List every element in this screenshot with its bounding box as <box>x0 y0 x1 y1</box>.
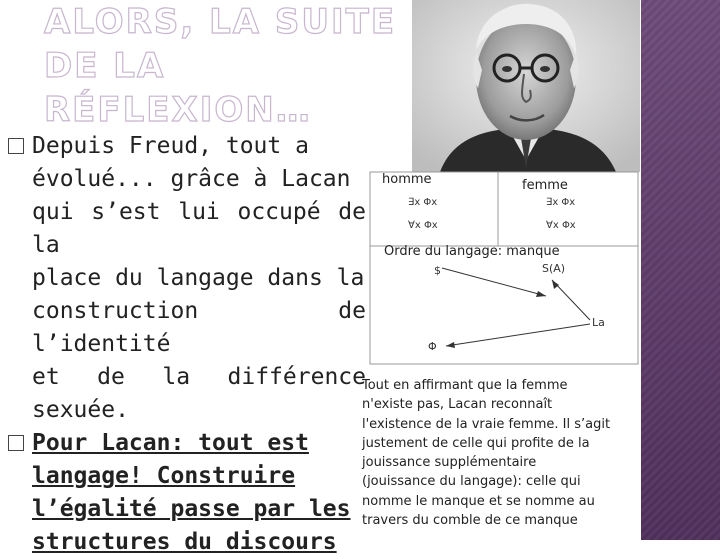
lacan-sexuation-diagram <box>368 170 642 368</box>
bullet-2-line-1: Pour Lacan: tout est <box>32 430 309 456</box>
bullet-2-line-4: structures du discours <box>32 529 337 555</box>
bullet-2-line-3: l’égalité passe par les <box>32 496 351 522</box>
bullet-1-line-1: Depuis Freud, tout a <box>32 133 309 159</box>
portrait-image <box>412 0 640 172</box>
bullet-box-icon <box>8 138 24 154</box>
note-line-7: nomme le manque et se nomme au <box>362 493 595 509</box>
note-line-6: (jouissance du langage): celle qui <box>362 474 581 490</box>
bullet-1-line-2: évolué... grâce à Lacan <box>32 166 351 192</box>
diagram-symbol-sa: S(A) <box>542 262 566 275</box>
bullet-freud-lacan <box>6 130 366 427</box>
note-line-8: travers du comble de ce manque <box>362 513 578 529</box>
diagram-symbol-la: La <box>592 316 605 329</box>
diagram-ordre-label: Ordre du langage: manque <box>384 244 560 259</box>
note-line-2: n'existe pas, Lacan reconnaît <box>362 397 553 413</box>
note-text <box>362 376 638 530</box>
diagram-formula-left-1: ∃x Φx <box>408 197 438 208</box>
bullet-box-icon <box>8 435 24 451</box>
bullet-1-line-4: place du langage dans la <box>32 265 365 291</box>
bullet-1-line-5: construction de l’identité <box>32 298 366 357</box>
portrait-photo <box>412 0 640 172</box>
bullet-1-line-6: et de la différence sexuée. <box>32 364 366 423</box>
bullet-2-line-2: langage! Construire <box>32 463 296 489</box>
title-line-2: RÉFLEXION… <box>44 90 312 130</box>
bullet-list <box>6 130 366 559</box>
note-line-4: justement de celle qui profite de la <box>362 435 590 451</box>
diagram-formula-right-2: ∀x Φx <box>546 220 576 231</box>
diagram-symbol-s: $ <box>434 264 441 277</box>
slide-title <box>44 0 424 132</box>
bullet-1-line-3: qui s’est lui occupé de la <box>32 199 366 258</box>
diagram-formula-left-2: ∀x Φx <box>408 220 438 231</box>
title-line-1: ALORS, LA SUITE DE LA <box>44 2 397 86</box>
diagram-symbol-phi: Φ <box>428 340 437 353</box>
side-strip-texture <box>641 0 720 540</box>
diagram-homme-label: homme <box>382 172 432 187</box>
note-line-5: jouissance supplémentaire <box>362 455 537 471</box>
diagram-formula-right-1: ∃x Φx <box>546 197 576 208</box>
diagram-femme-label: femme <box>522 178 568 193</box>
note-line-3: l'existence de la vraie femme. Il s’agit <box>362 416 611 432</box>
note-line-1: Tout en affirmant que la femme <box>362 378 568 393</box>
decorative-side-strip <box>641 0 720 540</box>
bullet-pour-lacan <box>6 427 366 559</box>
